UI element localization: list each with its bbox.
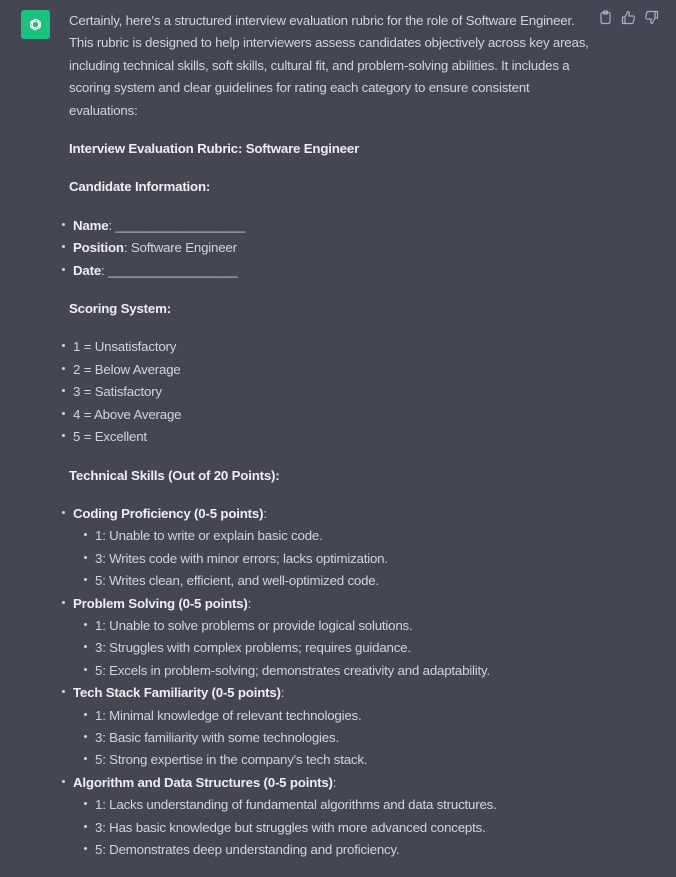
- list-item: 3 = Satisfactory: [69, 381, 589, 403]
- date-value: : __________________: [101, 262, 238, 278]
- list-item: 2 = Below Average: [69, 359, 589, 381]
- category-item: Tech Stack Familiarity (0-5 points): 1: Minimal knowledge of relevant technologies. 3: Basic familiarity with some technologies. 5: Strong expertise in the company's tech stack.: [69, 682, 589, 772]
- list-item: 1 = Unsatisfactory: [69, 336, 589, 358]
- list-item: [69, 215, 589, 237]
- assistant-avatar: [21, 10, 50, 39]
- list-item: 3: Writes code with minor errors; lacks optimization.: [91, 548, 589, 570]
- date-label: Date: [73, 262, 102, 278]
- category-label: Tech Stack Familiarity (0-5 points): [73, 685, 281, 701]
- category-label: Problem Solving (0-5 points): [73, 595, 248, 611]
- list-item: 3: Has basic knowledge but struggles with more advanced concepts.: [91, 817, 589, 839]
- list-item: 5: Strong expertise in the company's tech stack.: [91, 749, 589, 771]
- position-label: Position: [73, 240, 124, 256]
- thumbs-down-icon[interactable]: [644, 10, 659, 25]
- list-item: [69, 260, 589, 282]
- list-item: 3: Struggles with complex problems; requires guidance.: [91, 637, 589, 659]
- name-value: : __________________: [108, 217, 245, 233]
- category-label: Coding Proficiency (0-5 points): [73, 505, 264, 521]
- technical-list: [69, 503, 589, 862]
- openai-logo-icon: [26, 15, 45, 34]
- technical-heading: Technical Skills (Out of 20 Points):: [69, 467, 280, 483]
- list-item: 3: Basic familiarity with some technologies.: [91, 727, 589, 749]
- list-item: 1: Lacks understanding of fundamental algorithms and data structures.: [91, 794, 589, 816]
- list-item: 5: Writes clean, efficient, and well-optimized code.: [91, 570, 589, 592]
- thumbs-up-icon[interactable]: [621, 10, 636, 25]
- scoring-heading: Scoring System:: [69, 301, 171, 317]
- rubric-title: Interview Evaluation Rubric: Software Engineer: [69, 141, 360, 157]
- list-item: 4 = Above Average: [69, 404, 589, 426]
- category-label: Algorithm and Data Structures (0-5 points): [73, 774, 333, 790]
- position-value: : Software Engineer: [123, 240, 237, 256]
- clipboard-icon[interactable]: [598, 10, 613, 25]
- name-label: Name: [73, 217, 109, 233]
- candidate-heading: Candidate Information:: [69, 179, 211, 195]
- criteria-list: [73, 615, 589, 682]
- list-item: 1: Minimal knowledge of relevant technologies.: [91, 705, 589, 727]
- criteria-list: [73, 794, 589, 861]
- category-item: Coding Proficiency (0-5 points): 1: Unable to write or explain basic code. 3: Writes code with minor errors; lacks optimization. 5: Writes clean, efficient, and well-optimized code.: [69, 503, 589, 593]
- list-item: 1: Unable to write or explain basic code.: [91, 525, 589, 547]
- assistant-message: [69, 10, 589, 877]
- category-item: Problem Solving (0-5 points): 1: Unable to solve problems or provide logical solutions. 3: Struggles with complex problems; requires guidance. 5: Excels in problem-solving; demonstrates creativity and adaptability.: [69, 593, 589, 683]
- candidate-list: [69, 215, 589, 282]
- criteria-list: [73, 705, 589, 772]
- scoring-list: [69, 336, 589, 448]
- list-item: 5: Demonstrates deep understanding and proficiency.: [91, 839, 589, 861]
- list-item: 5 = Excellent: [69, 426, 589, 448]
- intro-paragraph: Certainly, here's a structured interview evaluation rubric for the role of Software Engineer. This rubric is designed to help interviewers assess candidates objectively across key areas, including technical skills, soft skills, cultural fit, and problem-solving abilities. It includes a scoring system and clear guidelines for rating each category to ensure consistent evaluations:: [69, 13, 589, 118]
- list-item: [69, 237, 589, 259]
- list-item: 5: Excels in problem-solving; demonstrates creativity and adaptability.: [91, 660, 589, 682]
- list-item: 1: Unable to solve problems or provide logical solutions.: [91, 615, 589, 637]
- category-item: Algorithm and Data Structures (0-5 points): 1: Lacks understanding of fundamental algorithms and data structures. 3: Has basic knowledge but struggles with more advanced concepts. 5: Demonstrates deep understanding and proficiency.: [69, 772, 589, 862]
- criteria-list: [73, 525, 589, 592]
- message-actions: [598, 10, 659, 25]
